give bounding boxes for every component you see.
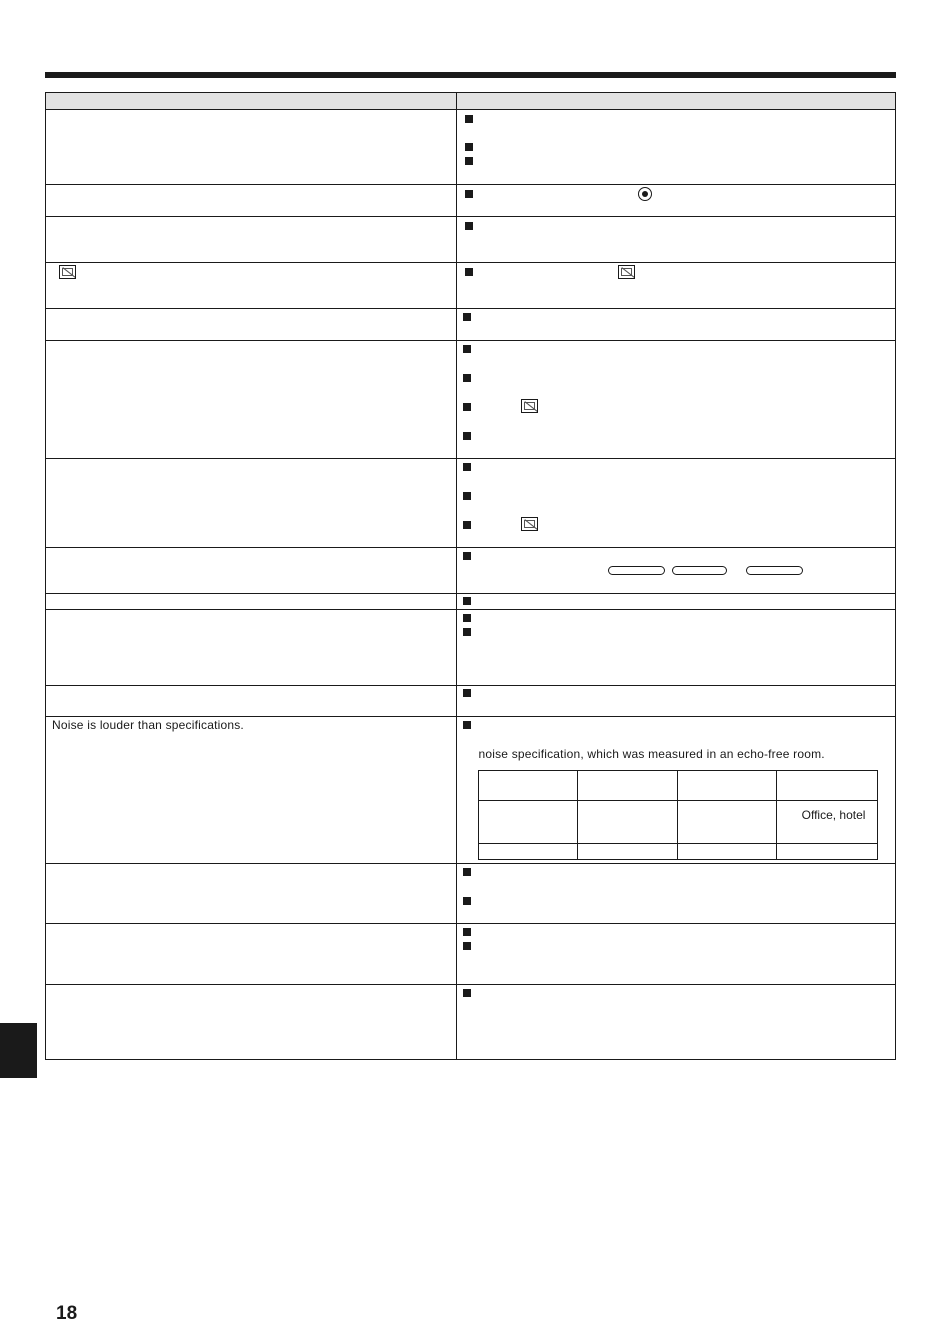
noise-table-cell <box>578 801 678 844</box>
table-row <box>46 341 896 459</box>
symptom-cell <box>46 985 457 1060</box>
symptom-cell <box>46 594 457 610</box>
ledger-icon <box>521 517 538 531</box>
symptom-text: Noise is louder than specifications. <box>52 718 244 732</box>
cause-column-header <box>457 93 896 110</box>
symptom-cell <box>46 924 457 985</box>
cause-cell <box>457 341 896 459</box>
table-row <box>46 594 896 610</box>
table-header-row <box>46 93 896 110</box>
table-row <box>46 110 896 185</box>
noise-table-cell <box>678 844 777 860</box>
bullet-icon <box>463 313 471 321</box>
table-row <box>46 717 896 864</box>
bullet-icon <box>463 942 471 950</box>
bullet-icon <box>463 628 471 636</box>
section-side-tab <box>0 1023 37 1078</box>
symptom-column-header <box>46 93 457 110</box>
symptom-cell <box>46 309 457 341</box>
noise-table-cell <box>678 801 777 844</box>
symptom-cell <box>46 217 457 263</box>
bullet-icon <box>463 552 471 560</box>
bullet-icon <box>463 597 471 605</box>
noise-note: noise specification, which was measured in an echo-free room. <box>478 747 825 761</box>
cause-cell <box>457 717 896 864</box>
symptom-cell <box>46 263 457 309</box>
bullet-icon <box>465 190 473 198</box>
symptom-cell <box>46 717 457 864</box>
noise-table-row <box>479 771 878 801</box>
table-row <box>46 309 896 341</box>
bullet-icon <box>463 463 471 471</box>
bullet-icon <box>463 989 471 997</box>
cause-cell <box>457 459 896 548</box>
noise-table-row <box>479 844 878 860</box>
bullet-icon <box>463 374 471 382</box>
cause-cell <box>457 110 896 185</box>
remote-key-icon <box>672 566 727 575</box>
symptom-cell <box>46 864 457 924</box>
symptom-cell <box>46 548 457 594</box>
troubleshooting-table <box>45 92 896 1060</box>
page-number: 18 <box>56 1303 78 1324</box>
noise-table-cell <box>578 771 678 801</box>
bullet-icon <box>463 897 471 905</box>
table-row <box>46 686 896 717</box>
table-row <box>46 985 896 1060</box>
symptom-cell <box>46 185 457 217</box>
cause-cell <box>457 594 896 610</box>
check-button-icon <box>638 187 652 201</box>
noise-table-cell <box>578 844 678 860</box>
table-row <box>46 185 896 217</box>
bullet-icon <box>463 868 471 876</box>
bullet-icon <box>463 403 471 411</box>
symptom-cell <box>46 686 457 717</box>
cause-cell <box>457 309 896 341</box>
bullet-icon <box>463 614 471 622</box>
cause-cell <box>457 185 896 217</box>
bullet-icon <box>463 345 471 353</box>
symptom-cell <box>46 110 457 185</box>
table-row <box>46 217 896 263</box>
cause-cell <box>457 610 896 686</box>
bullet-icon <box>463 689 471 697</box>
table-row <box>46 924 896 985</box>
noise-table-cell: Office, hotel <box>777 801 878 844</box>
cause-cell <box>457 985 896 1060</box>
noise-table-cell <box>479 801 578 844</box>
table-row <box>46 864 896 924</box>
bullet-icon <box>463 721 471 729</box>
noise-table-row <box>479 801 878 844</box>
bullet-icon <box>463 432 471 440</box>
cause-cell <box>457 686 896 717</box>
noise-level-table <box>478 770 878 860</box>
noise-table-cell <box>479 844 578 860</box>
noise-table-cell <box>777 844 878 860</box>
remote-key-icon <box>608 566 665 575</box>
cause-cell <box>457 924 896 985</box>
cause-cell <box>457 263 896 309</box>
cause-cell <box>457 217 896 263</box>
bullet-icon <box>465 157 473 165</box>
noise-table-cell <box>777 771 878 801</box>
table-row <box>46 610 896 686</box>
remote-key-icon <box>746 566 803 575</box>
symptom-cell <box>46 610 457 686</box>
header-rule <box>45 72 896 78</box>
bullet-icon <box>463 521 471 529</box>
bullet-icon <box>463 492 471 500</box>
noise-table-cell <box>479 771 578 801</box>
noise-table-cell <box>678 771 777 801</box>
cause-cell <box>457 864 896 924</box>
bullet-icon <box>465 115 473 123</box>
symptom-cell <box>46 341 457 459</box>
table-row <box>46 459 896 548</box>
ledger-icon <box>618 265 635 279</box>
bullet-icon <box>465 143 473 151</box>
ledger-icon <box>59 265 76 279</box>
cause-cell <box>457 548 896 594</box>
ledger-icon <box>521 399 538 413</box>
bullet-icon <box>465 268 473 276</box>
table-row <box>46 263 896 309</box>
symptom-cell <box>46 459 457 548</box>
bullet-icon <box>463 928 471 936</box>
bullet-icon <box>465 222 473 230</box>
table-row <box>46 548 896 594</box>
